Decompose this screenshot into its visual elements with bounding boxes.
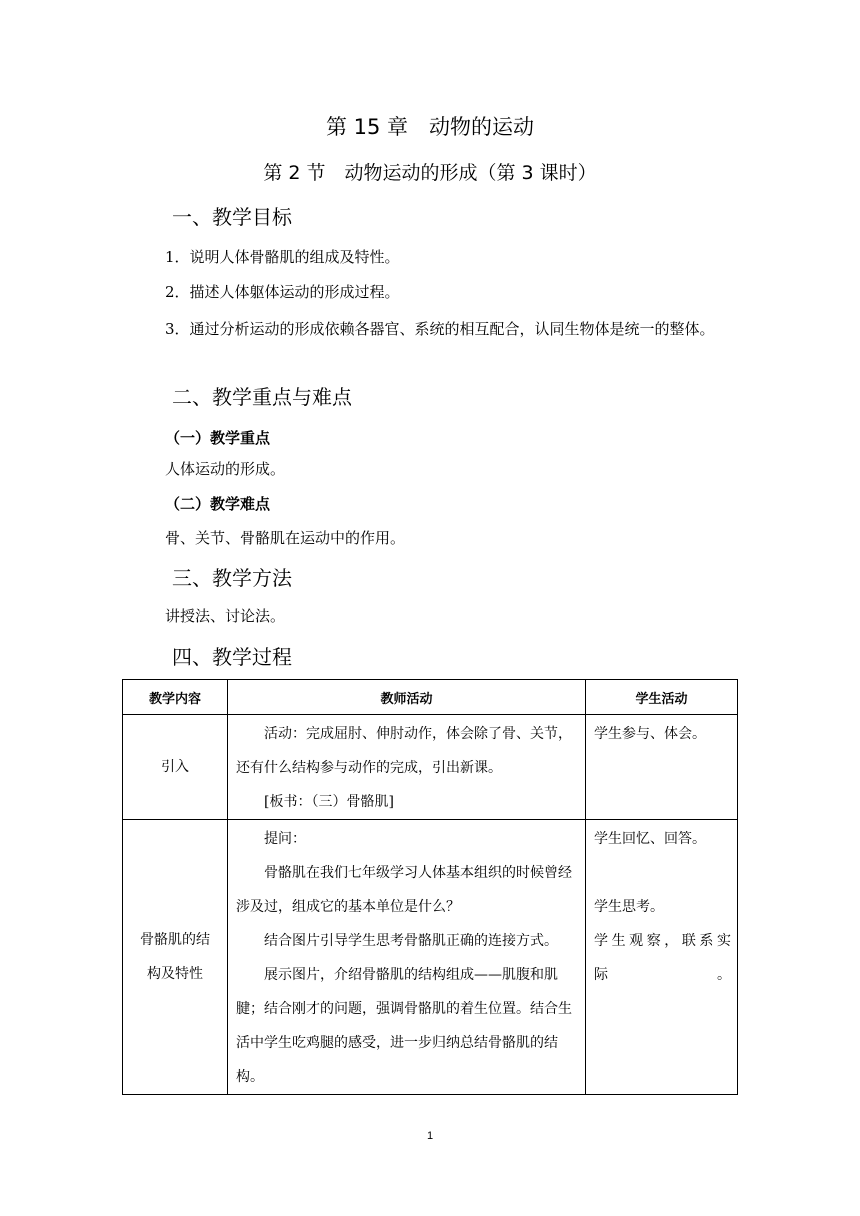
difficult-points-text: 骨、关节、骨骼肌在运动中的作用。	[165, 529, 406, 547]
row2-student	[586, 820, 738, 1095]
row2-teacher	[228, 820, 586, 1095]
chapter-title: 第 15 章 动物的运动	[325, 115, 535, 139]
heading-key-difficult: 二、教学重点与难点	[172, 385, 352, 409]
teaching-methods-text: 讲授法、讨论法。	[165, 607, 286, 625]
row1-content: 引入	[123, 715, 228, 820]
header-student: 学生活动	[586, 680, 738, 715]
subheading-difficult-points: （二）教学难点	[165, 495, 271, 513]
goal-item-3: 3．通过分析运动的形成依赖各器官、系统的相互配合，认同生物体是统一的整体。	[165, 320, 715, 338]
row2-student-para-1: 学生回忆、回答。	[594, 831, 706, 847]
row1-teacher-para-2: [板书：（三）骨骼肌]	[264, 794, 394, 810]
row1-student	[586, 715, 738, 820]
heading-teaching-process: 四、教学过程	[172, 645, 292, 669]
row2-student-para-2: 学生思考。	[594, 899, 664, 915]
section-title: 第 2 节 动物运动的形成（第 3 课时）	[263, 162, 597, 184]
table-row	[123, 715, 738, 820]
key-points-text: 人体运动的形成。	[165, 460, 286, 478]
subheading-key-points: （一）教学重点	[165, 429, 271, 447]
row2-teacher-para-2: 骨骼肌在我们七年级学习人体基本组织的时候曾经涉及过，组成它的基本单位是什么？	[236, 865, 572, 915]
row1-teacher	[228, 715, 586, 820]
row2-content	[123, 820, 228, 1095]
row2-content-line1: 骨骼肌的结	[140, 932, 210, 948]
row2-student-para-3: 学生观察，联系实际。	[594, 933, 731, 983]
table-row	[123, 820, 738, 1095]
row2-teacher-para-1: 提问：	[264, 831, 306, 847]
row1-student-para: 学生参与、体会。	[594, 726, 706, 742]
row2-content-line2: 构及特性	[147, 966, 203, 982]
row2-teacher-para-3: 结合图片引导学生思考骨骼肌正确的连接方式。	[264, 933, 558, 949]
header-teacher: 教师活动	[228, 680, 586, 715]
teaching-process-table	[122, 679, 738, 1095]
row2-teacher-para-4: 展示图片，介绍骨骼肌的结构组成——肌腹和肌腱；结合刚才的问题，强调骨骼肌的着生位置。结合生活中学生吃鸡腿的感受，进一步归纳总结骨骼肌的结构。	[236, 967, 572, 1085]
heading-teaching-methods: 三、教学方法	[172, 566, 292, 590]
goal-item-1: 1．说明人体骨骼肌的组成及特性。	[165, 248, 400, 266]
header-content: 教学内容	[123, 680, 228, 715]
page-number: 1	[426, 1130, 434, 1142]
heading-teaching-goals: 一、教学目标	[172, 205, 292, 229]
goal-item-2: 2．描述人体躯体运动的形成过程。	[165, 283, 400, 301]
row1-teacher-para-1: 活动：完成屈肘、伸肘动作，体会除了骨、关节，还有什么结构参与动作的完成，引出新课。	[236, 726, 572, 776]
table-header-row	[123, 680, 738, 715]
